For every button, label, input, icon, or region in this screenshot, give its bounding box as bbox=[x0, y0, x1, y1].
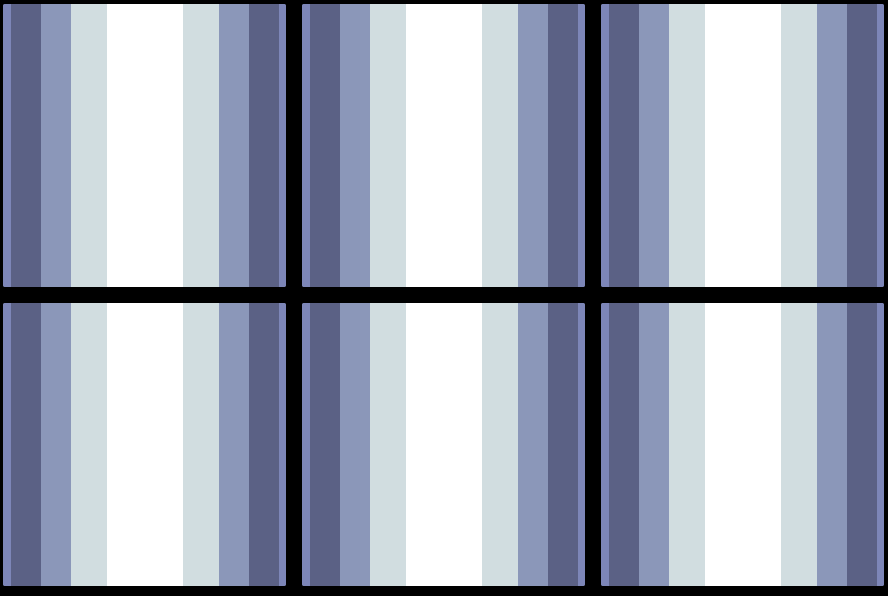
striped-tile bbox=[601, 4, 884, 287]
stripe-mid bbox=[41, 4, 71, 287]
stripe-mid bbox=[340, 4, 370, 287]
stripe-dark bbox=[310, 303, 340, 586]
stripe-edge bbox=[302, 303, 310, 586]
stripe-center bbox=[107, 303, 183, 586]
stripe-light bbox=[482, 4, 518, 287]
stripe-edge bbox=[3, 4, 11, 287]
striped-tile bbox=[302, 4, 585, 287]
stripe-dark bbox=[249, 303, 279, 586]
stripe-light bbox=[183, 4, 219, 287]
stripe-light bbox=[71, 303, 107, 586]
stripe-center bbox=[406, 4, 482, 287]
stripe-mid bbox=[518, 303, 548, 586]
stripe-edge bbox=[877, 4, 884, 287]
stripe-edge bbox=[578, 303, 585, 586]
stripe-mid bbox=[518, 4, 548, 287]
stripe-edge bbox=[877, 303, 884, 586]
stripe-light bbox=[370, 4, 406, 287]
stripe-edge bbox=[279, 4, 286, 287]
stripe-edge bbox=[578, 4, 585, 287]
stripe-light bbox=[781, 4, 817, 287]
stripe-light bbox=[71, 4, 107, 287]
stripe-mid bbox=[639, 303, 669, 586]
stripe-dark bbox=[249, 4, 279, 287]
stripe-dark bbox=[609, 303, 639, 586]
striped-tile bbox=[3, 4, 286, 287]
stripe-dark bbox=[310, 4, 340, 287]
stripe-dark bbox=[847, 303, 877, 586]
stripe-edge bbox=[601, 4, 609, 287]
stripe-mid bbox=[219, 4, 249, 287]
stripe-light bbox=[669, 303, 705, 586]
stripe-mid bbox=[817, 4, 847, 287]
striped-tile bbox=[3, 303, 286, 586]
stripe-edge bbox=[302, 4, 310, 287]
stripe-dark bbox=[548, 4, 578, 287]
stripe-light bbox=[482, 303, 518, 586]
stripe-mid bbox=[41, 303, 71, 586]
stripe-center bbox=[406, 303, 482, 586]
stripe-center bbox=[107, 4, 183, 287]
stripe-light bbox=[370, 303, 406, 586]
stripe-light bbox=[669, 4, 705, 287]
stripe-light bbox=[781, 303, 817, 586]
stripe-center bbox=[705, 303, 781, 586]
striped-tile bbox=[601, 303, 884, 586]
stripe-edge bbox=[601, 303, 609, 586]
stripe-center bbox=[705, 4, 781, 287]
stripe-mid bbox=[219, 303, 249, 586]
stripe-dark bbox=[11, 303, 41, 586]
stripe-dark bbox=[609, 4, 639, 287]
stripe-edge bbox=[3, 303, 11, 586]
stripe-mid bbox=[817, 303, 847, 586]
stripe-mid bbox=[639, 4, 669, 287]
stripe-mid bbox=[340, 303, 370, 586]
stripe-dark bbox=[548, 303, 578, 586]
stripe-light bbox=[183, 303, 219, 586]
stripe-edge bbox=[279, 303, 286, 586]
stripe-dark bbox=[11, 4, 41, 287]
stripe-dark bbox=[847, 4, 877, 287]
striped-tile bbox=[302, 303, 585, 586]
